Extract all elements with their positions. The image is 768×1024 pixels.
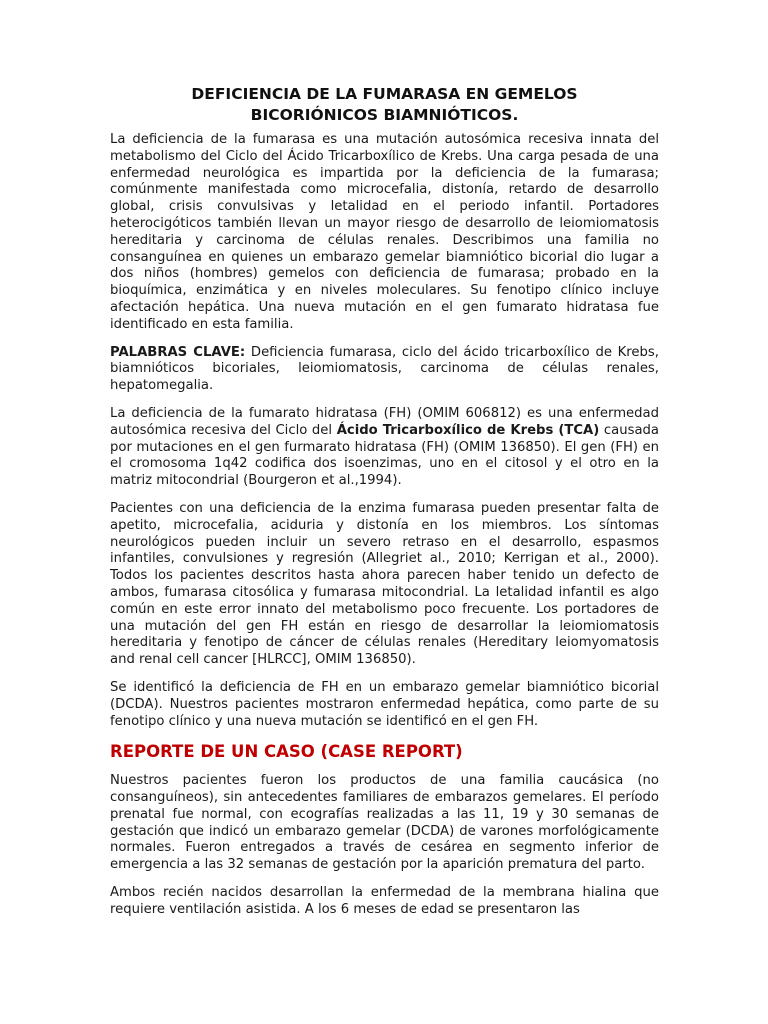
intro-bold-term: Ácido Tricarboxílico de Krebs (TCA) xyxy=(336,422,600,438)
identified-paragraph: Se identificó la deficiencia de FH en un embarazo gemelar biamniótico bicorial (DCDA). Nuestros pacientes mostraron enfermedad hepática, como parte de su fenotipo clínico y una nueva mutación se identificó en el gen FH. xyxy=(110,679,659,729)
case-report-heading: REPORTE DE UN CASO (CASE REPORT) xyxy=(110,742,463,762)
case-paragraph-2: Ambos recién nacidos desarrollan la enfermedad de la membrana hialina que requiere ventilación asistida. A los 6 meses de edad se presentaron las xyxy=(110,885,659,917)
title-line-2: BICORIÓNICOS BIAMNIÓTICOS. xyxy=(250,106,519,124)
intro-text-1: La deficiencia de la fumarato hidratasa (FH) (OMIM 606812) es una enfermedad autosómica recesiva del Ciclo del xyxy=(110,405,659,438)
case-paragraph-1: Nuestros pacientes fueron los productos de una familia caucásica (no consanguíneos), sin antecedentes familiares de embarazos gemelares. El período prenatal fue normal, con ecografías realizadas a las 11, 19 y 30 semanas de gestación que indicó un embarazo gemelar (DCDA) de varones morfológicamente normales. Fueron entregados a través de cesárea en segmento inferior de emergencia a las 32 semanas de gestación por la aparición prematura del parto. xyxy=(110,773,659,873)
abstract-paragraph: La deficiencia de la fumarasa es una mutación autosómica recesiva innata del metabolismo del Ciclo del Ácido Tricarboxílico de Krebs. Una carga pesada de una enfermedad neurológica es impartida por la deficiencia de la fumarasa; comúnmente manifestada como microcefalia, distonía, retardo de desarrollo global, crisis convulsivas y letalidad en el periodo infantil. Portadores heterocigóticos también llevan un mayor riesgo de desarrollo de leiomiomatosis hereditaria y carcinoma de células renales. Describimos una familia no consanguínea en quienes un embarazo gemelar biamniótico bicorial dio lugar a dos niños (hombres) gemelos con deficiencia de fumarasa; probado en la bioquímica, enzimática y en niveles moleculares. Su fenotipo clínico incluye afectación hepática. Una nueva mutación en el gen fumarato hidratasa fue identificado en esta familia. xyxy=(110,132,659,332)
patients-paragraph: Pacientes con una deficiencia de la enzima fumarasa pueden presentar falta de apetito, microcefalia, aciduria y distonía en los miembros. Los síntomas neurológicos pueden incluir un severo retraso en el desarrollo, espasmos infantiles, convulsiones y regresión (Allegriet al., 2010; Kerrigan et al., 2000). Todos los pacientes descritos hasta ahora parecen haber tenido un defecto de ambos, fumarasa citosólica y fumarasa mitocondrial. La letalidad infantil es algo común en este error innato del metabolismo poco frecuente. Los portadores de una mutación del gen FH están en riesgo de desarrollar la leiomiomatosis hereditaria y fenotipo de cáncer de células renales (Hereditary leiomyomatosis and renal cell cancer [HLRCC], OMIM 136850). xyxy=(110,500,659,668)
document-body xyxy=(110,84,659,930)
keywords-text: Deficiencia fumarasa, ciclo del ácido tricarboxílico de Krebs, biamnióticos bicoriales, leiomiomatosis, carcinoma de células renales, hepatomegalia. xyxy=(110,344,659,394)
intro-text-2: causada por mutaciones en el gen furmarato hidratasa (FH) (OMIM 136850). El gen (FH) en el cromosoma 1q42 codifica dos isoenzimas, uno en el citosol y el otro en la matriz mitocondrial (Bourgeron et al.,1994). xyxy=(110,422,659,489)
intro-paragraph xyxy=(110,406,659,490)
title-line-1: DEFICIENCIA DE LA FUMARASA EN GEMELOS xyxy=(191,85,578,103)
keywords-paragraph xyxy=(110,345,659,395)
document-title xyxy=(110,84,659,126)
keywords-label: PALABRAS CLAVE: xyxy=(110,344,246,360)
